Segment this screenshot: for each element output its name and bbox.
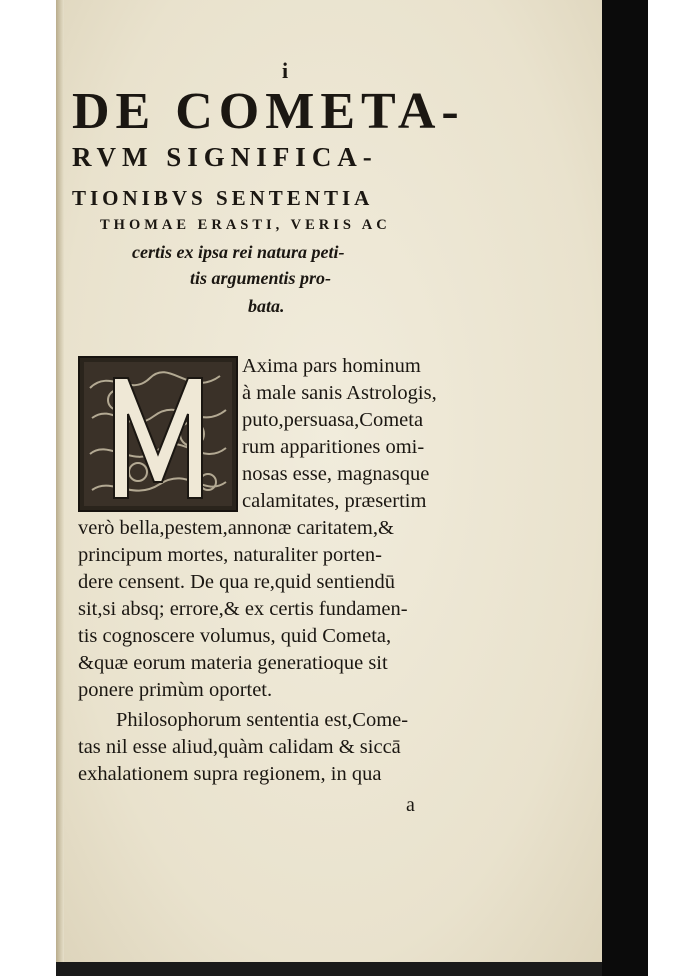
text-line: nosas esse, magnasque	[242, 463, 430, 485]
page-gutter	[56, 0, 64, 968]
text-line: puto,persuasa,Cometa	[242, 409, 424, 431]
title-line-5: certis ex ipsa rei natura peti-	[132, 242, 345, 262]
text-line: sit,si absq; errore,& ex certis fundamen-	[78, 598, 408, 620]
title-line-4: THOMAE ERASTI, VERIS AC	[100, 217, 391, 233]
text-line: principum mortes, naturaliter porten-	[78, 544, 382, 566]
text-line: Philosophorum sententia est,Come-	[116, 709, 409, 731]
title-line-3: TIONIBVS SENTENTIA	[72, 186, 374, 210]
decorated-initial	[78, 356, 238, 512]
text-line: dere censent. De qua re,quid sentiendū	[78, 571, 396, 593]
signature-mark: a	[406, 794, 415, 816]
text-line: tas nil esse aliud,quàm calidam & siccā	[78, 736, 401, 758]
folio-number: i	[282, 58, 289, 83]
text-line: exhalationem supra regionem, in qua	[78, 763, 382, 785]
text-line: Axima pars hominum	[242, 355, 421, 377]
title-line-7: bata.	[248, 296, 285, 316]
text-line: tis cognoscere volumus, quid Cometa,	[78, 625, 392, 647]
book-page	[56, 0, 602, 968]
text-line: &quæ eorum materia generatioque sit	[78, 652, 388, 674]
ornament-icon	[80, 358, 236, 510]
text-line: calamitates, præsertim	[242, 490, 427, 512]
title-line-6: tis argumentis pro-	[190, 268, 332, 288]
text-line: verò bella,pestem,annonæ caritatem,&	[78, 517, 394, 539]
text-line: à male sanis Astrologis,	[242, 382, 437, 404]
bottom-edge	[56, 962, 602, 976]
title-line-2: RVM SIGNIFICA-	[72, 142, 378, 172]
right-shadow-border	[600, 0, 648, 976]
text-line: ponere primùm oportet.	[78, 679, 273, 701]
title-line-1: DE COMETA-	[72, 83, 465, 140]
text-line: rum apparitiones omi-	[242, 436, 425, 458]
